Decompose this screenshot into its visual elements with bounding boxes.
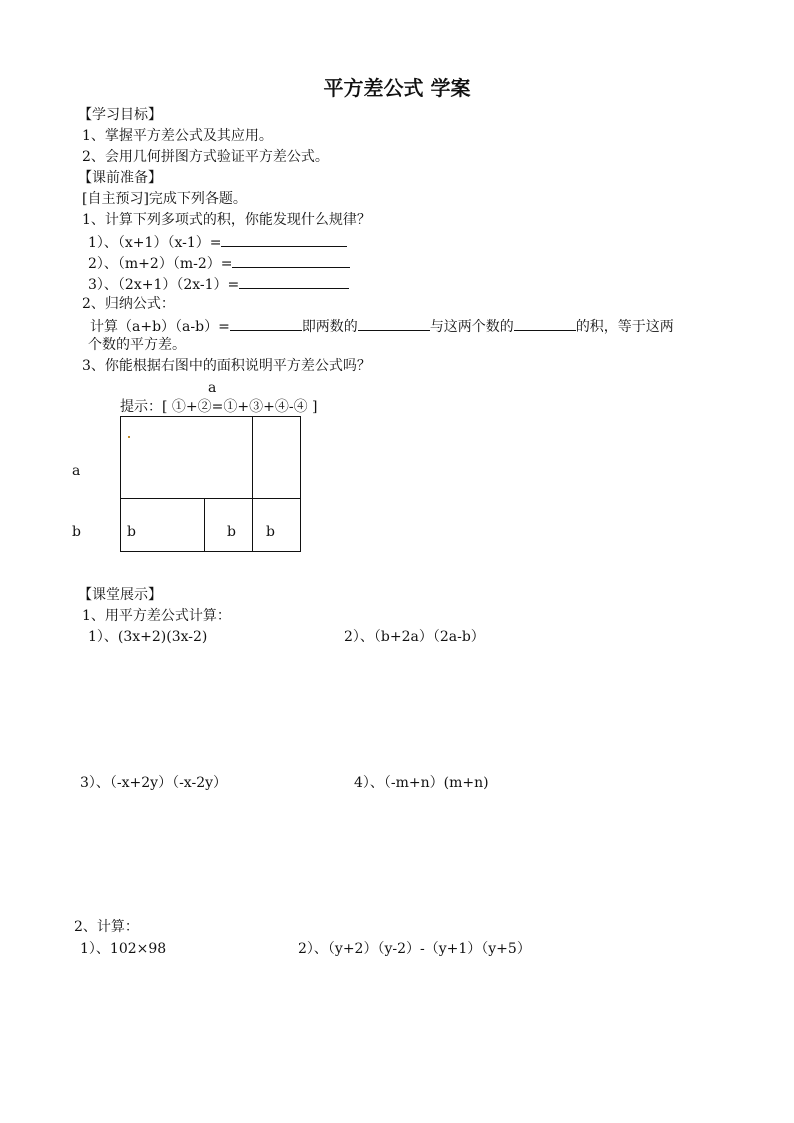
page-title: 平方差公式 学案 [323, 76, 471, 100]
self-study-note: [自主预习]完成下列各题。 [82, 191, 247, 207]
q2-part-d: 的积，等于这两 [575, 319, 674, 335]
question-3: 3、你能根据右图中的面积说明平方差公式吗？ [82, 358, 371, 374]
question-2: 2、归纳公式： [82, 296, 175, 312]
question-1-item-3-text: 3）、（2x+1）（2x-1）= [88, 277, 240, 293]
area-diagram [120, 416, 301, 552]
question-1-item-1 [88, 232, 347, 252]
answer-blank[interactable] [514, 316, 576, 331]
question-1-item-1-text: 1）、（x+1）（x-1）= [88, 235, 222, 251]
diagram-dot [128, 436, 130, 438]
goals-header: 【学习目标】 [78, 107, 162, 123]
answer-blank[interactable] [358, 316, 430, 331]
problem-5: 1）、102×98 [80, 941, 167, 957]
classroom-question-2: 2、计算： [74, 919, 139, 935]
diagram-cell-b-3: b [266, 524, 275, 540]
diagram-vertical-divider [252, 416, 253, 552]
question-1: 1、计算下列多项式的积，你能发现什么规律？ [82, 212, 371, 228]
answer-blank[interactable] [230, 316, 302, 331]
problem-6: 2）、（y+2）（y-2）-（y+1）（y+5） [298, 941, 531, 957]
problem-4: 4）、（-m+n）(m+n) [354, 775, 489, 791]
answer-blank[interactable] [239, 274, 349, 289]
diagram-top-label: a [208, 380, 217, 396]
diagram-bottom-divider [204, 498, 205, 552]
diagram-left-label-b: b [72, 524, 81, 540]
hint: 提示：[ ①+②=①+③+④-④ ] [120, 399, 318, 415]
problem-1: 1）、(3x+2)(3x-2) [88, 629, 208, 645]
question-2-formula-line [90, 316, 674, 336]
question-2-continuation: 个数的平方差。 [88, 337, 186, 353]
goal-2: 2、会用几何拼图方式验证平方差公式。 [82, 149, 329, 165]
q2-part-b: 即两数的 [301, 319, 358, 335]
answer-blank[interactable] [232, 253, 350, 268]
goal-1: 1、掌握平方差公式及其应用。 [82, 128, 273, 144]
q2-part-c: 与这两个数的 [429, 319, 514, 335]
answer-blank[interactable] [221, 232, 347, 247]
diagram-horizontal-divider [120, 498, 301, 499]
classroom-header: 【课堂展示】 [78, 587, 162, 603]
question-1-item-2 [88, 253, 350, 273]
prep-header: 【课前准备】 [78, 170, 162, 186]
diagram-left-label-a: a [72, 463, 81, 479]
problem-3: 3）、（-x+2y）（-x-2y） [80, 775, 228, 791]
diagram-cell-b-1: b [127, 524, 136, 540]
question-1-item-2-text: 2）、（m+2）（m-2）= [88, 256, 233, 272]
q2-part-a: 计算（a+b）（a-b）= [90, 319, 230, 335]
problem-2: 2）、（b+2a）（2a-b） [344, 629, 485, 645]
question-1-item-3 [88, 274, 349, 294]
classroom-question-1: 1、用平方差公式计算： [82, 608, 231, 624]
diagram-cell-b-2: b [227, 524, 236, 540]
